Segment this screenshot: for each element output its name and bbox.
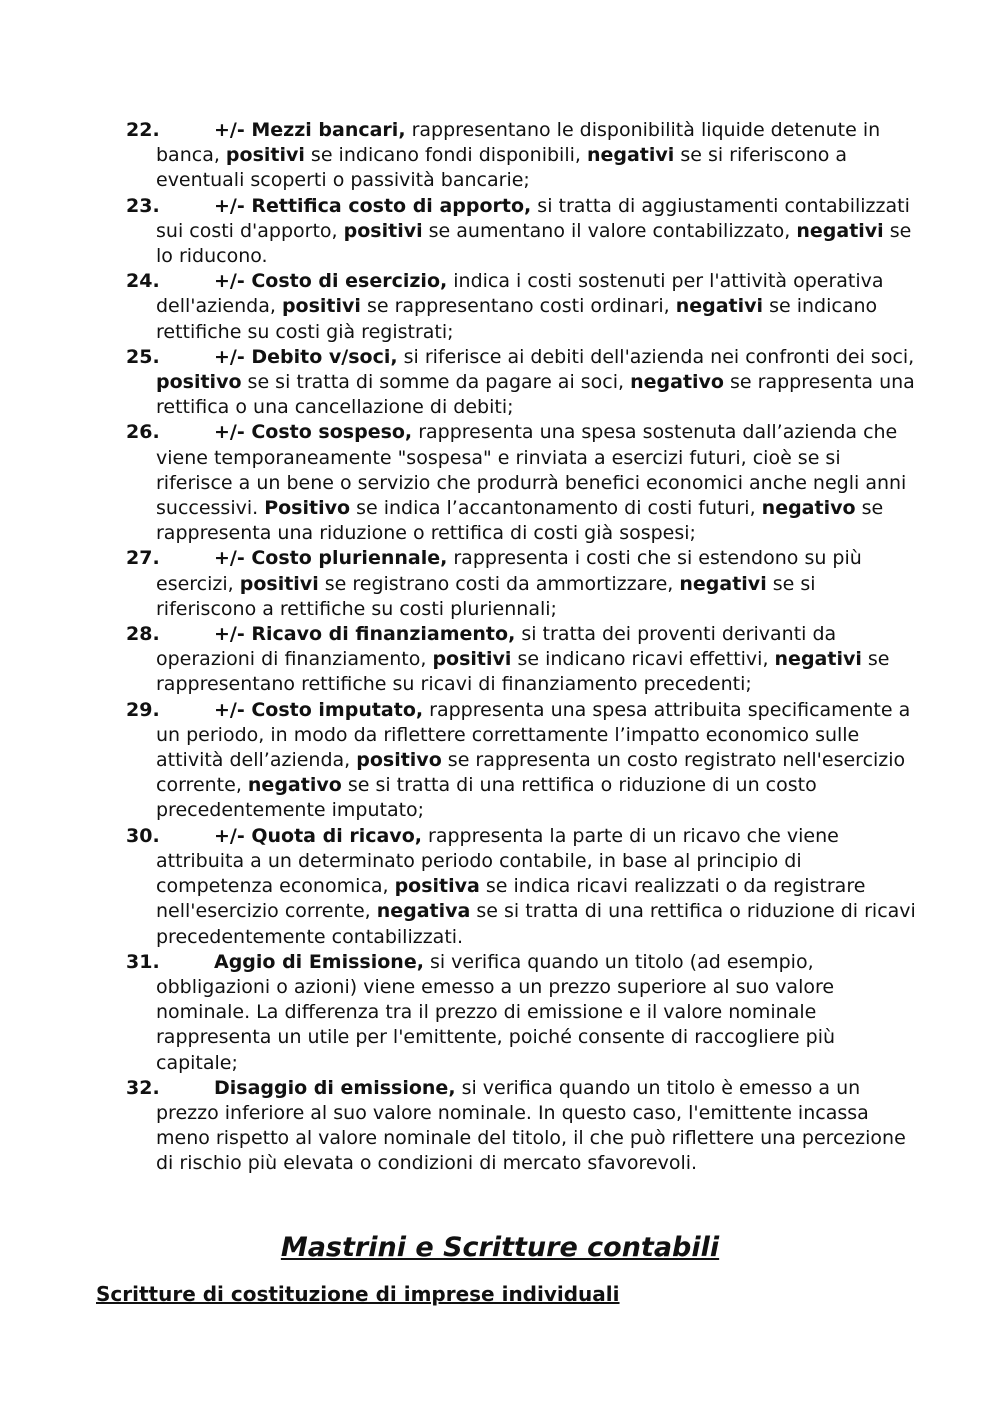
item-text: si tratta dei proventi derivanti da operazioni di finanziamento,	[156, 623, 837, 671]
list-item	[126, 420, 916, 546]
item-emphasis: positiva	[394, 875, 480, 898]
list-item	[126, 1076, 916, 1177]
item-emphasis: positivi	[343, 219, 423, 242]
item-text: se si tratta di una rettifica o riduzione di un costo precedentemente imputato;	[156, 774, 817, 822]
item-term: +/- Ricavo di finanziamento,	[214, 623, 516, 646]
item-text: se indicano fondi disponibili,	[304, 144, 587, 167]
item-number: 24.	[126, 270, 160, 293]
item-emphasis: positivo	[156, 371, 242, 394]
item-text: se aumentano il valore contabilizzato,	[422, 219, 797, 242]
item-number: 26.	[126, 421, 160, 444]
item-term: +/- Costo pluriennale,	[214, 547, 448, 570]
list-item	[126, 118, 916, 194]
item-term: +/- Costo imputato,	[214, 698, 424, 721]
item-number: 28.	[126, 623, 160, 646]
item-number: 29.	[126, 698, 160, 721]
item-text: rappresenta una spesa sostenuta dall’azienda che viene temporaneamente "sospesa" e rinviata a esercizi futuri, cioè se si riferisce a un bene o servizio che produrrà benefici economici anche negli anni successivi.	[156, 421, 907, 520]
item-emphasis: positivi	[239, 572, 319, 595]
item-emphasis: negativi	[679, 572, 767, 595]
item-emphasis: negativi	[586, 144, 675, 167]
item-emphasis: negativi	[774, 648, 862, 671]
list-item	[126, 194, 916, 270]
item-text: se rappresenta una rettifica o una cancellazione di debiti;	[156, 371, 915, 419]
list-item	[126, 345, 916, 421]
item-text: se registrano costi da ammortizzare,	[318, 572, 680, 595]
item-number: 25.	[126, 345, 160, 368]
item-emphasis: negativa	[376, 900, 471, 923]
item-emphasis: Positivo	[264, 497, 351, 520]
item-text: se rappresentano costi ordinari,	[360, 295, 676, 318]
item-text: se si tratta di somme da pagare ai soci,	[241, 371, 631, 394]
item-text: indica i costi sostenuti per l'attività operativa dell'azienda,	[156, 270, 884, 318]
item-number: 23.	[126, 194, 160, 217]
item-emphasis: negativo	[761, 497, 856, 520]
item-text: se si tratta di una rettifica o riduzione di ricavi precedentemente contabilizzati.	[156, 900, 916, 948]
item-text: se si riferiscono a rettifiche su costi pluriennali;	[156, 572, 816, 620]
item-term: +/- Costo sospeso,	[214, 421, 413, 444]
item-number: 32.	[126, 1076, 160, 1099]
item-text: si verifica quando un titolo è emesso a un prezzo inferiore al suo valore nominale. In questo caso, l'emittente incassa meno rispetto al valore nominale del titolo, il che può riflettere una percezione di rischio più elevata o condizioni di mercato sfavorevoli.	[156, 1076, 906, 1175]
section-title: Mastrini e Scritture contabili	[280, 1232, 720, 1263]
list-item	[126, 622, 916, 698]
item-text: se rappresenta una riduzione o rettifica di costi già sospesi;	[156, 497, 884, 545]
item-text: se indicano rettifiche su costi già registrati;	[156, 295, 878, 343]
item-emphasis: negativo	[630, 371, 724, 394]
item-emphasis: positivi	[432, 648, 512, 671]
item-text: rappresenta i costi che si estendono su più esercizi,	[156, 547, 862, 595]
list-item	[126, 698, 916, 824]
item-emphasis: negativi	[675, 295, 764, 318]
item-term: Aggio di Emissione,	[214, 950, 424, 973]
item-emphasis: negativi	[796, 219, 884, 242]
item-number: 22.	[126, 119, 160, 141]
item-number: 30.	[126, 824, 160, 847]
list-item	[126, 269, 916, 345]
list-item	[126, 546, 916, 622]
item-term: +/- Rettifica costo di apporto,	[214, 194, 532, 217]
item-text: rappresenta la parte di un ricavo che viene attribuita a un determinato periodo contabile, in base al principio di competenza economica,	[156, 824, 839, 898]
list-item	[126, 950, 916, 1076]
item-text: rappresentano le disponibilità liquide detenute in banca,	[156, 119, 881, 167]
item-term: +/- Quota di ricavo,	[214, 824, 422, 847]
item-text: se lo riducono.	[156, 219, 912, 268]
item-text: si riferisce ai debiti dell'azienda nei confronti dei soci,	[397, 345, 915, 368]
item-emphasis: positivi	[281, 295, 361, 318]
item-text: se si riferiscono a eventuali scoperti o passività bancarie;	[156, 144, 848, 192]
item-text: se indica ricavi realizzati o da registrare nell'esercizio corrente,	[156, 875, 866, 923]
item-text: si tratta di aggiustamenti contabilizzati sui costi d'apporto,	[156, 194, 910, 242]
item-emphasis: positivi	[225, 144, 305, 167]
item-text: rappresenta una spesa attribuita specificamente a un periodo, in modo da riflettere correttamente l’impatto economico sulle attività dell’azienda,	[156, 698, 911, 772]
item-term: +/- Mezzi bancari,	[214, 119, 406, 141]
item-emphasis: negativo	[247, 774, 342, 797]
item-text: se indicano ricavi effettivi,	[511, 648, 775, 671]
item-text: se indica l’accantonamento di costi futuri,	[350, 497, 762, 520]
item-term: +/- Costo di esercizio,	[214, 270, 448, 293]
item-text: se rappresentano rettifiche su ricavi di finanziamento precedenti;	[156, 648, 890, 696]
item-term: Disaggio di emissione,	[214, 1076, 456, 1099]
sub-title: Scritture di costituzione di imprese individuali	[96, 1282, 620, 1306]
item-text: si verifica quando un titolo (ad esempio, obbligazioni o azioni) viene emesso a un prezzo superiore al suo valore nominale. La differenza tra il prezzo di emissione e il valore nominale rappresenta un utile per l'emittente, poiché consente di raccogliere più capitale;	[156, 950, 836, 1074]
item-term: +/- Debito v/soci,	[214, 345, 398, 368]
item-number: 27.	[126, 547, 160, 570]
item-text: se rappresenta un costo registrato nell'esercizio corrente,	[156, 749, 906, 797]
item-number: 31.	[126, 950, 160, 973]
definition-list	[126, 118, 916, 1177]
item-emphasis: positivo	[356, 749, 442, 772]
list-item	[126, 824, 916, 950]
